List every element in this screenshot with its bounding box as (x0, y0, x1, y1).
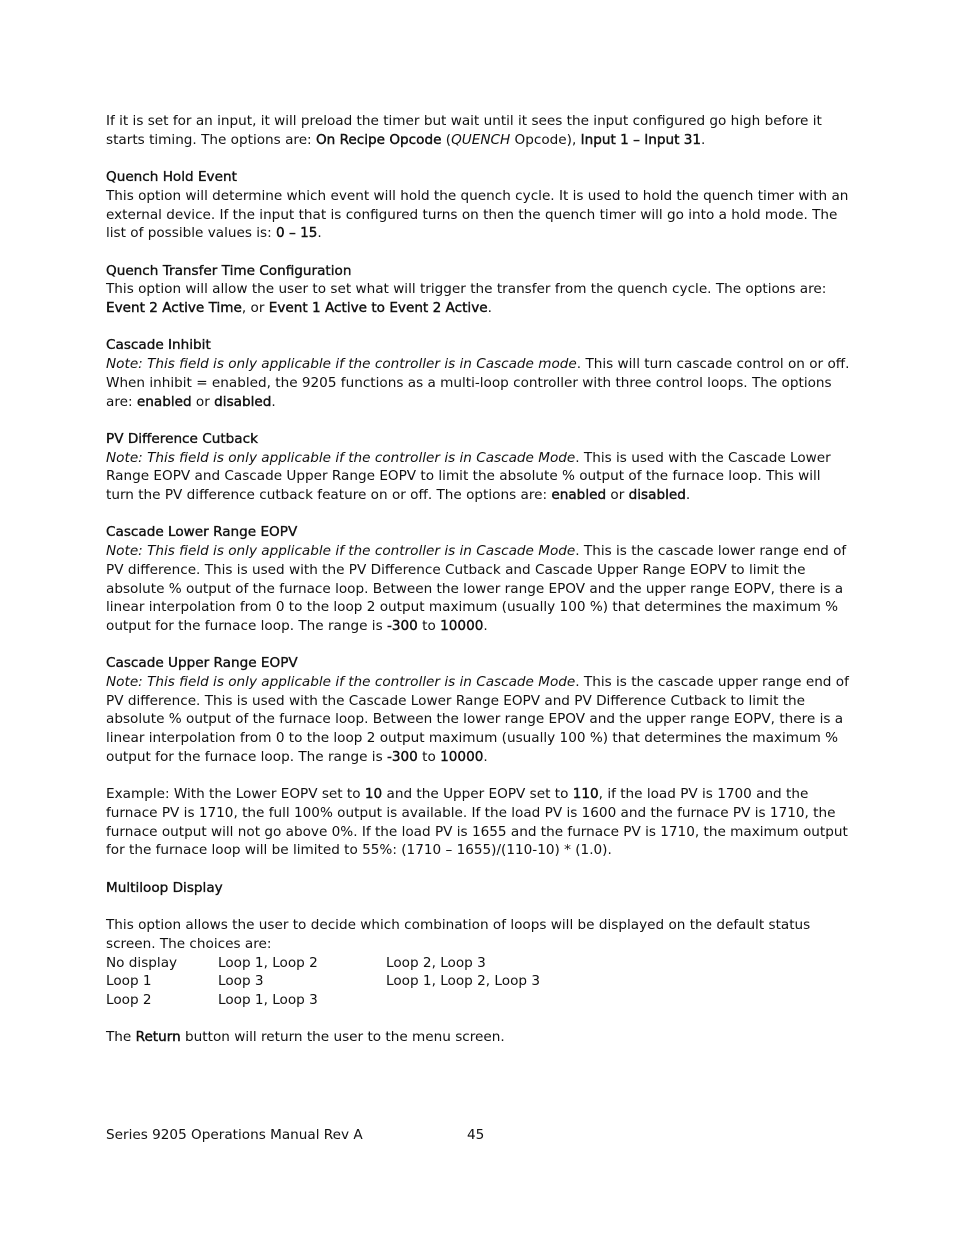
example-text-3: , if the load PV is 1700 and the furnace PV is 1710, the full 100% output is available. If the load PV is 1600 and the furnace PV is 1710, the furnace output will not go above 0%. If the load PV is 1655 and the furnace PV is 1710, the maximum output for the furnace loop will be limited to 55%: (1710 – 1655)/(110-10) * (1.0). (106, 786, 848, 859)
option-input-range: Input 1 – Input 31 (580, 131, 702, 148)
option-event1-to-event2: Event 1 Active to Event 2 Active (268, 300, 488, 316)
quench-transfer-paragraph (106, 280, 851, 317)
upper-eopv-text: . This is the cascade upper range end of PV difference. This is used with the Cascade Lower Range EOPV and PV Difference Cutback to limit the absolute % output of the furnace loop. Between the lower range EPOV and the upper range EOPV, there is a linear interpolation from 0 to the loop 2 output maximum (usually 100 %) that determines the maximum % output for the furnace loop. The range is (106, 674, 849, 765)
intro-text-3: Opcode), (510, 131, 581, 148)
option-event2-active-time: Event 2 Active Time (106, 300, 242, 316)
quench-hold-paragraph (106, 187, 851, 243)
pv-difference-note: Note: This field is only applicable if the controller is in Cascade Mode (106, 449, 576, 466)
multiloop-heading: Multiloop Display (106, 879, 223, 896)
upper-eopv-min: -300 (386, 748, 418, 765)
multiloop-choices-table (106, 954, 540, 1010)
intro-text-4: . (701, 131, 706, 148)
cascade-inhibit-paragraph (106, 355, 851, 411)
quench-hold-range: 0 – 15 (275, 225, 318, 242)
document-body (106, 112, 851, 1047)
choice-cell: Loop 2, Loop 3 (386, 954, 486, 971)
quench-transfer-text-3: . (487, 300, 492, 316)
intro-text: If it is set for an input, it will preload the timer but wait until it sees the input configured go high before it starts timing. The options are: (106, 113, 822, 148)
choice-cell: Loop 3 (218, 973, 264, 990)
cascade-inhibit-text-3: . (271, 393, 276, 410)
choice-cell: Loop 1, Loop 2 (218, 954, 318, 971)
pv-difference-text: . This is used with the Cascade Lower Range EOPV and Cascade Upper Range EOPV to limit the absolute % output of the furnace loop. This will turn the PV difference cutback feature on or off. The options are: (106, 449, 831, 503)
example-text-2: and the Upper EOPV set to (382, 786, 573, 803)
choice-cell: Loop 1 (106, 973, 152, 990)
choice-cell (386, 991, 540, 1010)
intro-paragraph (106, 112, 851, 149)
option-enabled: enabled (551, 487, 607, 503)
upper-eopv-heading: Cascade Upper Range EOPV (106, 655, 298, 672)
quench-transfer-heading: Quench Transfer Time Configuration (106, 262, 352, 279)
upper-eopv-paragraph (106, 673, 851, 767)
cascade-inhibit-text: . This will turn cascade control on or off. When inhibit = enabled, the 9205 functions as a multi-loop controller with three control loops. The options are: (106, 356, 850, 410)
intro-text-2: ( (441, 131, 452, 148)
quench-hold-text-2: . (317, 225, 322, 242)
quench-italic: QUENCH (451, 131, 511, 148)
pv-difference-heading: PV Difference Cutback (106, 430, 258, 447)
footer-title: Series 9205 Operations Manual Rev A (106, 1127, 363, 1143)
upper-eopv-note: Note: This field is only applicable if the controller is in Cascade Mode (106, 674, 576, 690)
pv-difference-text-2: or (606, 487, 629, 503)
table-row (106, 954, 540, 973)
return-text: The (106, 1029, 136, 1046)
lower-eopv-max: 10000 (440, 617, 484, 634)
lower-eopv-min: -300 (386, 617, 418, 634)
page-number: 45 (467, 1127, 485, 1143)
option-disabled: disabled (214, 393, 272, 410)
choice-cell: Loop 1, Loop 3 (218, 991, 318, 1008)
example-lower-value: 10 (364, 786, 383, 803)
return-button-label: Return (135, 1029, 181, 1046)
quench-transfer-text: This option will allow the user to set what will trigger the transfer from the quench cycle. The options are: (106, 281, 827, 298)
lower-eopv-text: . This is the cascade lower range end of PV difference. This is used with the PV Difference Cutback and Cascade Upper Range EOPV to limit the absolute % output of the furnace loop. Between the lower range EPOV and the upper range EOPV, there is a linear interpolation from 0 to the loop 2 output maximum (usually 100 %) that determines the maximum % output for the furnace loop. The range is (106, 543, 847, 634)
choice-cell: Loop 1, Loop 2, Loop 3 (386, 973, 540, 990)
cascade-inhibit-note: Note: This field is only applicable if the controller is in Cascade mode (106, 356, 577, 373)
option-on-recipe-opcode: On Recipe Opcode (315, 131, 442, 148)
pv-difference-paragraph (106, 449, 851, 505)
example-paragraph (106, 785, 851, 860)
lower-eopv-text-3: . (483, 617, 488, 634)
pv-difference-text-3: . (685, 487, 691, 503)
lower-eopv-text-2: to (417, 617, 441, 634)
lower-eopv-paragraph (106, 542, 851, 636)
quench-hold-text: This option will determine which event will hold the quench cycle. It is used to hold the quench timer with an external device. If the input that is configured turns on then the quench timer will go into a hold mode. The list of possible values is: (106, 187, 849, 242)
lower-eopv-note: Note: This field is only applicable if the controller is in Cascade Mode (106, 543, 576, 560)
multiloop-paragraph: This option allows the user to decide which combination of loops will be displayed on the default status screen. The choices are: (106, 917, 811, 952)
table-row (106, 972, 540, 991)
cascade-inhibit-text-2: or (191, 393, 215, 410)
quench-hold-heading: Quench Hold Event (106, 169, 237, 186)
option-enabled: enabled (136, 393, 192, 410)
example-text: Example: With the Lower EOPV set to (106, 786, 365, 803)
quench-transfer-text-2: , or (241, 300, 269, 316)
option-disabled: disabled (628, 487, 686, 503)
upper-eopv-text-2: to (417, 748, 441, 765)
return-text-2: button will return the user to the menu screen. (180, 1029, 505, 1046)
cascade-inhibit-heading: Cascade Inhibit (106, 337, 211, 354)
example-upper-value: 110 (572, 786, 599, 803)
upper-eopv-max: 10000 (440, 748, 484, 765)
return-paragraph (106, 1028, 851, 1047)
upper-eopv-text-3: . (483, 748, 488, 765)
choice-cell: Loop 2 (106, 991, 152, 1008)
lower-eopv-heading: Cascade Lower Range EOPV (106, 524, 298, 541)
table-row (106, 991, 540, 1010)
choice-cell: No display (106, 954, 178, 971)
